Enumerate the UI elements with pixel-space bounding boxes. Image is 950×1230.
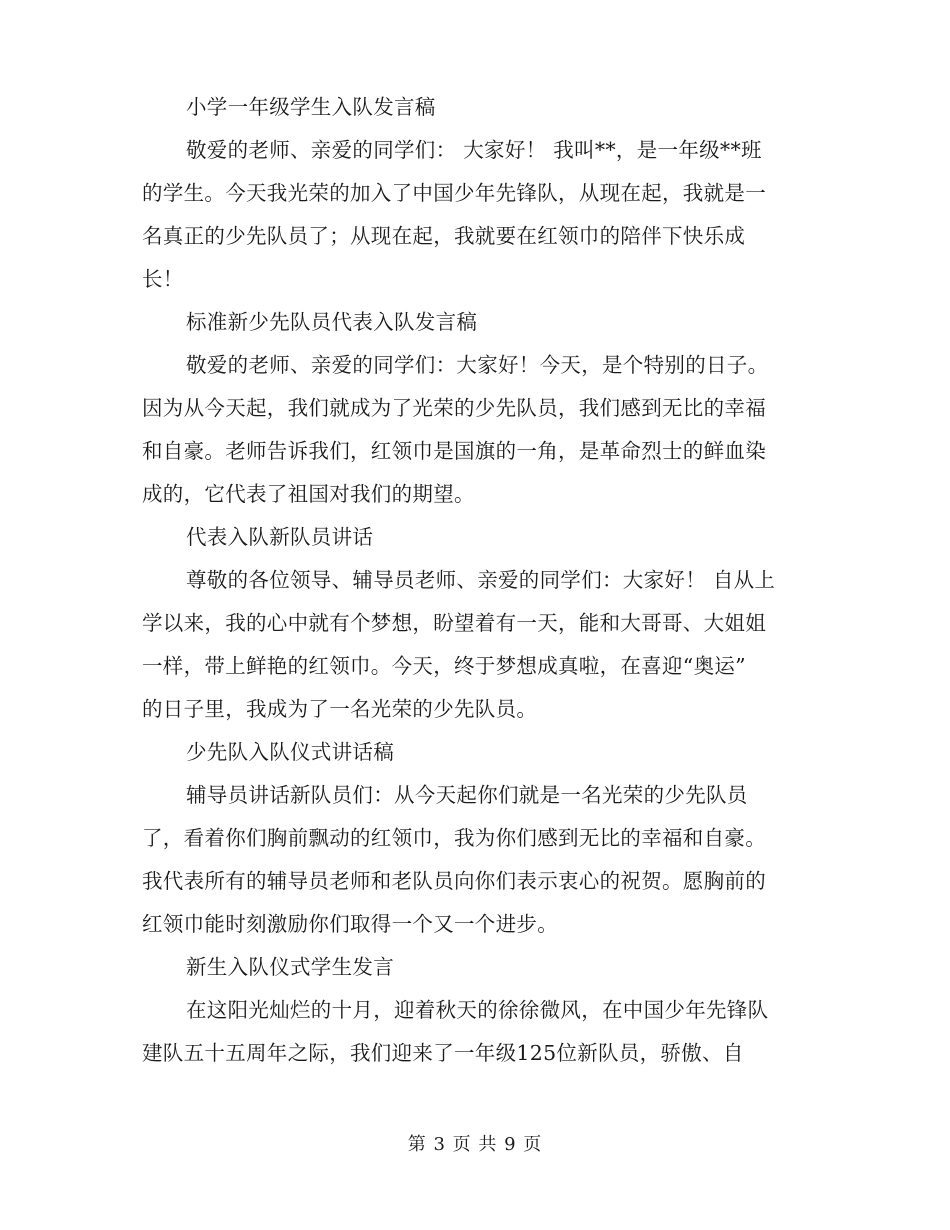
paragraph-line: 尊敬的各位领导、辅导员老师、亲爱的同学们：大家好！ 自从上 bbox=[186, 568, 776, 592]
paragraph-line: 名真正的少先队员了；从现在起，我就要在红领巾的陪伴下快乐成 bbox=[142, 224, 746, 248]
section-heading: 标准新少先队员代表入队发言稿 bbox=[186, 310, 478, 334]
paragraph-line: 的学生。今天我光荣的加入了中国少年先锋队，从现在起，我就是一 bbox=[142, 181, 766, 205]
paragraph-line: 敬爱的老师、亲爱的同学们：大家好！今天，是个特别的日子。 bbox=[186, 353, 769, 377]
paragraph-line: 和自豪。老师告诉我们，红领巾是国旗的一角，是革命烈士的鲜血染 bbox=[142, 439, 766, 463]
paragraph-line: 长！ bbox=[142, 267, 184, 291]
section-heading: 少先队入队仪式讲话稿 bbox=[186, 740, 394, 764]
paragraph-line: 辅导员讲话新队员们：从今天起你们就是一名光荣的少先队员 bbox=[186, 783, 748, 807]
paragraph-line: 一样，带上鲜艳的红领巾。今天，终于梦想成真啦，在喜迎“奥运” bbox=[142, 654, 746, 678]
paragraph-line: 敬爱的老师、亲爱的同学们： 大家好！ 我叫**，是一年级**班 bbox=[186, 138, 762, 162]
paragraph-line: 成的，它代表了祖国对我们的期望。 bbox=[142, 482, 475, 506]
paragraph-line: 红领巾能时刻激励你们取得一个又一个进步。 bbox=[142, 912, 558, 936]
paragraph-line: 我代表所有的辅导员老师和老队员向你们表示衷心的祝贺。愿胸前的 bbox=[142, 869, 766, 893]
document-body bbox=[142, 86, 810, 1075]
paragraph-line: 了，看着你们胸前飘动的红领巾，我为你们感到无比的幸福和自豪。 bbox=[142, 826, 766, 850]
paragraph-line: 在这阳光灿烂的十月，迎着秋天的徐徐微风，在中国少年先锋队 bbox=[186, 998, 769, 1022]
page-number-footer: 第 3 页 共 9 页 bbox=[407, 1134, 543, 1155]
paragraph-line: 建队五十五周年之际，我们迎来了一年级125位新队员，骄傲、自 bbox=[142, 1041, 744, 1065]
paragraph-line: 的日子里，我成为了一名光荣的少先队员。 bbox=[142, 697, 538, 721]
paragraph-line: 学以来，我的心中就有个梦想，盼望着有一天，能和大哥哥、大姐姐 bbox=[142, 611, 766, 635]
section-heading: 小学一年级学生入队发言稿 bbox=[186, 95, 436, 119]
section-heading: 代表入队新队员讲话 bbox=[186, 525, 374, 549]
paragraph-line: 因为从今天起，我们就成为了光荣的少先队员，我们感到无比的幸福 bbox=[142, 396, 766, 420]
section-heading: 新生入队仪式学生发言 bbox=[186, 955, 394, 979]
